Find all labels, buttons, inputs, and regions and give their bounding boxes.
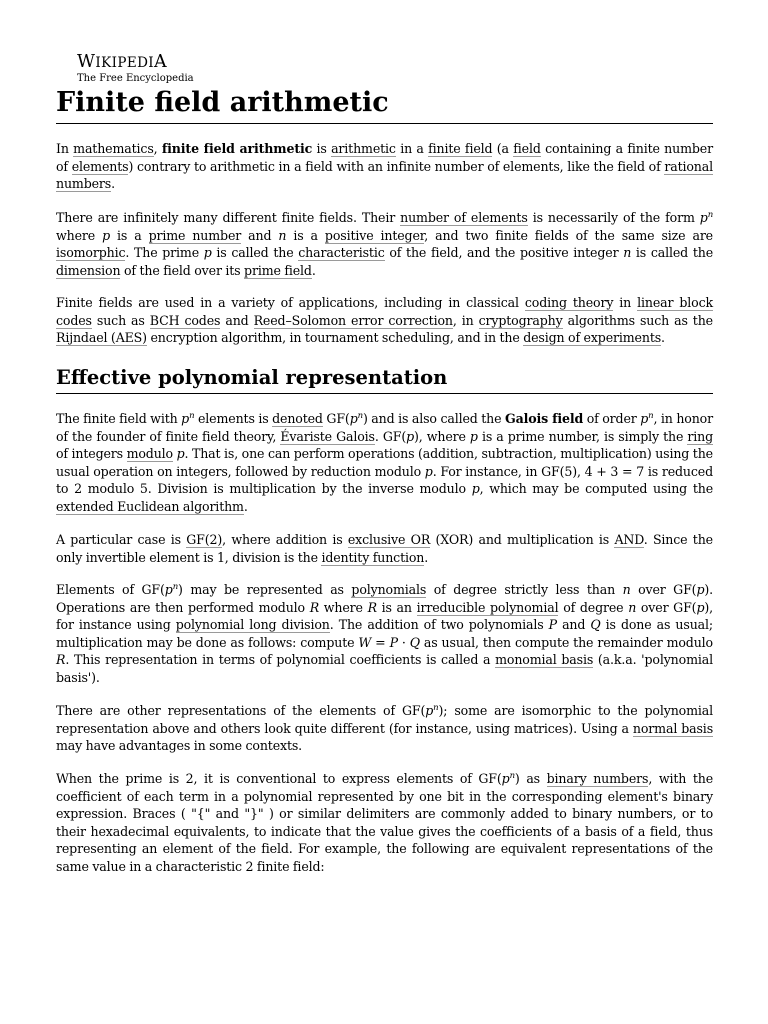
link-positive-integer[interactable]: positive integer	[324, 227, 425, 243]
link-reed-solomon[interactable]: Reed–Solomon error correction	[253, 312, 453, 328]
link-prime-number[interactable]: prime number	[148, 227, 242, 243]
link-extended-euclidean[interactable]: extended Euclidean algorithm	[56, 498, 244, 514]
link-normal-basis[interactable]: normal basis	[632, 720, 714, 736]
link-binary-numbers[interactable]: binary numbers	[546, 771, 649, 786]
link-prime-field[interactable]: prime field	[244, 262, 312, 278]
link-linear-block-codes[interactable]: linear block codes	[56, 295, 713, 328]
wikipedia-logo[interactable]	[77, 51, 277, 85]
link-design-of-experiments[interactable]: design of experiments	[523, 330, 662, 346]
link-irreducible-polynomial[interactable]: irreducible polynomial	[416, 599, 559, 615]
paragraph-gf-notation: The finite field with $p^n$ elements is denoted $GF(p^n)$ and is also called the Galois field of order $p^n$, in honor of the founder of finite field theory, Évariste Galois. GF(p), where p is a prime number, is simply the ring of integers modulo p. That is, one can perform operations (addition, subtraction, multiplication) using the usual operation on integers, followed by reduction modulo p. For instance, in GF(5), 4 + 3 = 7 is reduced to 2 modulo 5. Division is multiplication by the inverse modulo p, which may be computed using the extended Euclidean algorithm.	[56, 411, 714, 514]
paragraph-polynomial-representation: Elements of $GF(p^n)$ may be represented as polynomials of degree strictly less than n over GF(p). Operations are then performed modulo R where R is an irreducible polynomial of degree n over GF(p), for instance using polynomial long division. The addition of two polynomials P and Q is done as usual; multiplication may be done as follows: compute W = P · Q as usual, then compute the remainder modulo R. This representation in terms of polynomial coefficients is called a monomial basis (a.k.a. 'polynomial basis').	[56, 582, 713, 685]
paragraph-number-of-fields: There are infinitely many different finite fields. Their number of elements is necessarily of the form $p^n$ where p is a prime number and n is a positive integer, and two finite fields of the same size are isomorphic. The prime p is called the characteristic of the field, and the positive integer n is called the dimension of the field over its prime field.	[56, 210, 714, 278]
link-bch-codes[interactable]: BCH codes	[149, 312, 221, 328]
link-cryptography[interactable]: cryptography	[478, 312, 563, 328]
link-denoted[interactable]: denoted	[272, 411, 323, 426]
link-polynomials[interactable]: polynomials	[351, 582, 427, 597]
link-coding-theory[interactable]: coding theory	[524, 295, 614, 310]
link-polynomial-long-division[interactable]: polynomial long division	[175, 617, 330, 633]
link-identity-function[interactable]: identity function	[321, 549, 425, 565]
page-title: Finite field arithmetic	[56, 84, 713, 124]
link-rijndael[interactable]: Rijndael (AES)	[56, 330, 147, 346]
link-field[interactable]: field	[513, 141, 541, 156]
link-mathematics[interactable]: mathematics	[73, 141, 154, 156]
link-arithmetic[interactable]: arithmetic	[331, 141, 396, 156]
bold-galois-field: Galois field	[505, 411, 584, 426]
link-exclusive-or[interactable]: exclusive OR	[347, 532, 431, 547]
paragraph-applications: Finite fields are used in a variety of applications, including in classical coding theory in linear block codes such as BCH codes and Reed–Solomon error correction, in cryptography algorithms such as the Rijndael (AES) encryption algorithm, in tournament scheduling, and in the design of experiments.	[56, 295, 713, 346]
link-characteristic[interactable]: characteristic	[298, 245, 385, 261]
logo-tagline: The Free Encyclopedia	[77, 73, 194, 84]
link-elements[interactable]: elements	[71, 158, 129, 174]
link-isomorphic[interactable]: isomorphic	[56, 245, 126, 261]
link-rational-numbers[interactable]: rational numbers	[56, 158, 713, 192]
paragraph-other-representations: There are other representations of the elements of $GF(p^n)$; some are isomorphic to the polynomial representation above and others look quite different (for instance, using matrices). Using a normal basis may have advantages in some contexts.	[56, 703, 714, 754]
link-gf2[interactable]: GF(2)	[186, 532, 223, 547]
link-modulo[interactable]: modulo	[126, 446, 173, 462]
paragraph-intro: In mathematics, finite field arithmetic is arithmetic in a finite field (a field containing a finite number of elements) contrary to arithmetic in a field with an infinite number of elements, like the field of rational numbers.	[56, 141, 713, 192]
bold-term: finite field arithmetic	[161, 141, 313, 156]
link-finite-field[interactable]: finite field	[428, 141, 493, 156]
link-dimension[interactable]: dimension	[56, 262, 121, 278]
link-ring[interactable]: ring	[687, 428, 714, 444]
paragraph-binary-representation: When the prime is 2, it is conventional to express elements of $GF(p^n)$ as binary numbers, with the coefficient of each term in a polynomial represented by one bit in the corresponding element's binary expression. Braces ( "{" and "}" ) or similar delimiters are commonly added to binary numbers, or to their hexadecimal equivalents, to indicate that the value gives the coefficients of a basis of a field, thus representing an element of the field. For example, the following are equivalent representations of the same value in a characteristic 2 finite field:	[56, 771, 714, 874]
link-number-of-elements[interactable]: number of elements	[400, 210, 528, 225]
link-evariste-galois[interactable]: Évariste Galois	[280, 428, 375, 444]
paragraph-gf2: A particular case is GF(2), where addition is exclusive OR (XOR) and multiplication is AND. Since the only invertible element is 1, division is the identity function.	[56, 532, 713, 565]
link-and[interactable]: AND	[614, 532, 644, 547]
section-heading: Effective polynomial representation	[56, 364, 713, 394]
link-monomial-basis[interactable]: monomial basis	[495, 652, 594, 668]
logo-wordmark: WIKIPEDIA	[77, 52, 168, 72]
